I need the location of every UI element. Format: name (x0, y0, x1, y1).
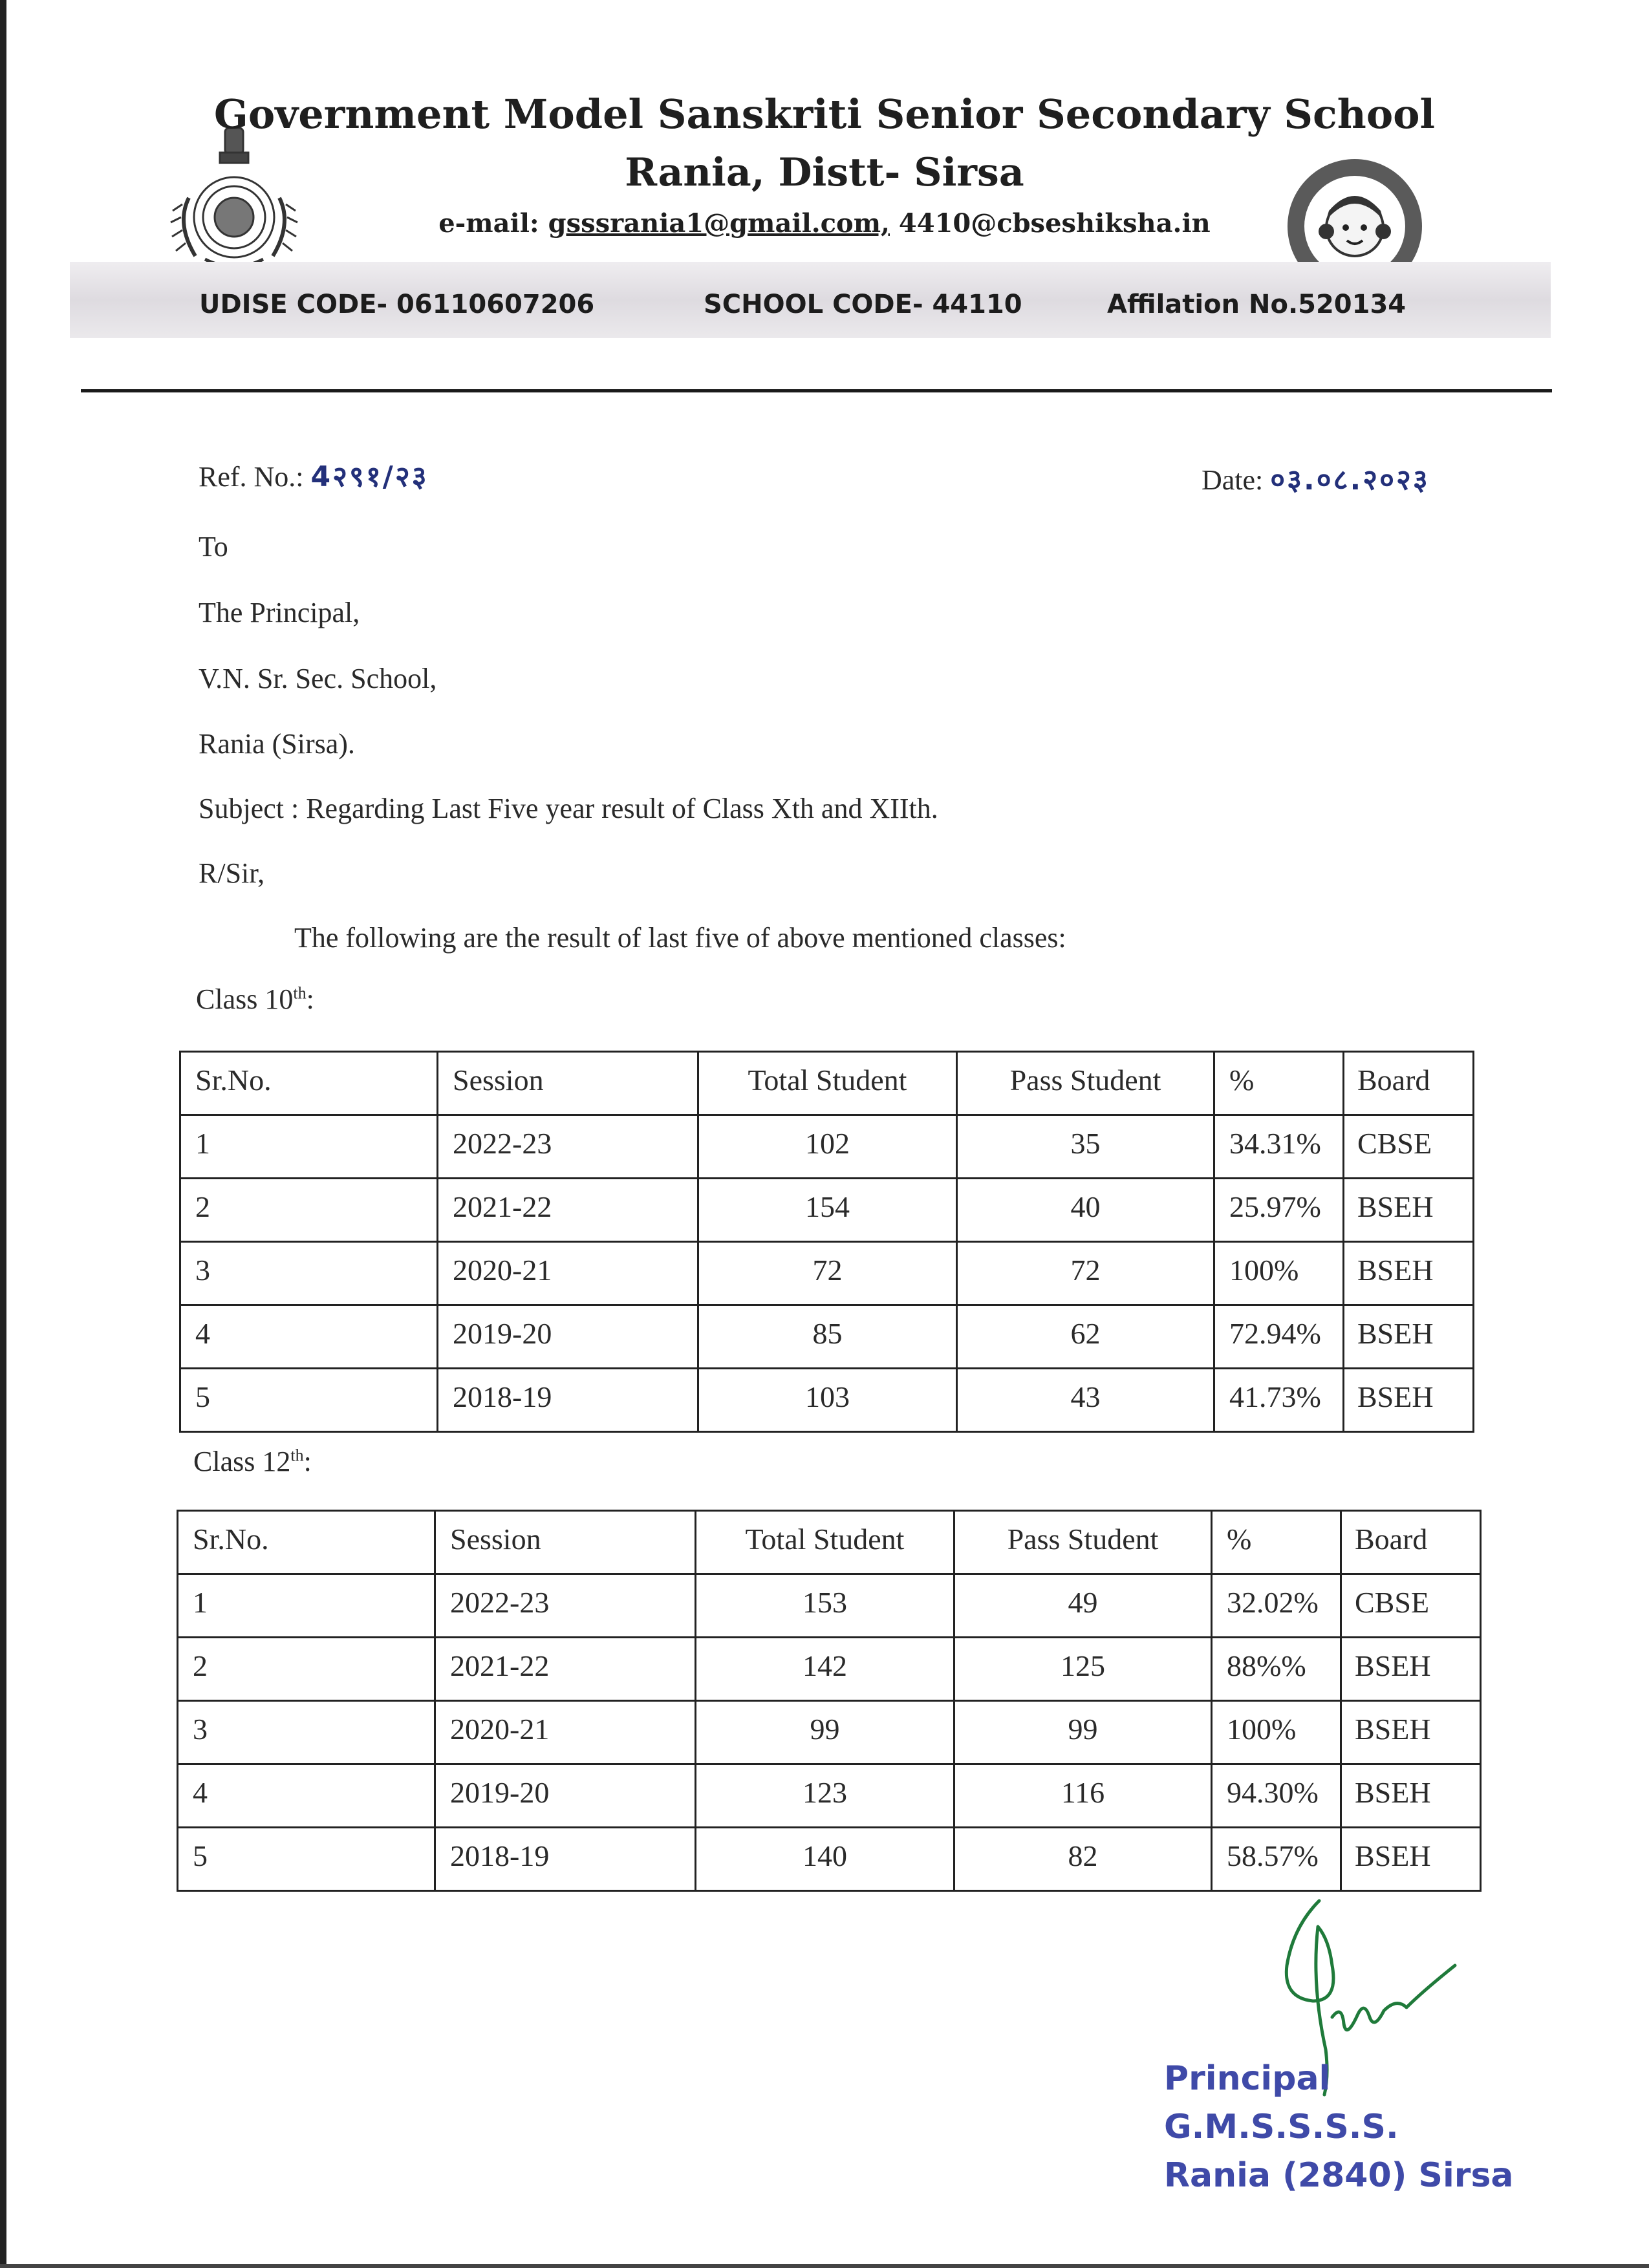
percent-cell: 34.31% (1214, 1115, 1344, 1179)
session-cell: 2021-22 (435, 1638, 696, 1701)
email-primary-link[interactable]: gsssrania1@gmail.com, (548, 208, 890, 239)
board-cell: CBSE (1341, 1574, 1481, 1638)
total-student-cell: 140 (696, 1828, 954, 1891)
school-name: Government Model Sanskriti Senior Secondary School (213, 91, 1436, 138)
total-student-cell: 99 (696, 1701, 954, 1764)
sr-no-cell: 5 (180, 1369, 438, 1432)
email-label: e-mail: (438, 208, 539, 239)
percent-cell: 72.94% (1214, 1305, 1344, 1369)
salutation: R/Sir, (199, 857, 265, 889)
header-divider (81, 389, 1552, 392)
class10-title (196, 983, 314, 1016)
percent-cell: 100% (1214, 1242, 1344, 1305)
board-cell: BSEH (1341, 1701, 1481, 1764)
ref-number: 4२९१/२३ (310, 460, 429, 493)
sr-no-cell: 4 (180, 1305, 438, 1369)
percent-cell: 41.73% (1214, 1369, 1344, 1432)
session-cell: 2019-20 (438, 1305, 698, 1369)
header-cell: % (1212, 1511, 1341, 1574)
udise-code: UDISE CODE- 06110607206 (199, 290, 595, 319)
class12-title-sup: th (290, 1446, 304, 1465)
scan-edge-left (0, 0, 6, 2268)
header-cell: Total Student (696, 1511, 954, 1574)
table-row (178, 1701, 1481, 1764)
school-place: Rania, Distt- Sirsa (625, 150, 1024, 195)
date-value: ०३.०८.२०२३ (1270, 464, 1430, 497)
pass-student-cell: 62 (957, 1305, 1214, 1369)
addressee-place: Rania (Sirsa). (199, 728, 355, 760)
session-cell: 2018-19 (435, 1828, 696, 1891)
header-cell: Sr.No. (180, 1052, 438, 1115)
class10-title-sup: th (293, 983, 307, 1003)
class10-result-table (179, 1051, 1474, 1433)
ref-label: Ref. No.: (199, 461, 304, 493)
sr-no-cell: 5 (178, 1828, 435, 1891)
affiliation-number: Affilation No.520134 (1107, 290, 1406, 319)
board-cell: BSEH (1344, 1305, 1474, 1369)
class12-title-main: Class 12 (193, 1446, 291, 1477)
addressee-school: V.N. Sr. Sec. School, (199, 663, 437, 694)
board-cell: BSEH (1344, 1369, 1474, 1432)
table-row (180, 1115, 1474, 1179)
board-cell: BSEH (1341, 1638, 1481, 1701)
table-row (180, 1242, 1474, 1305)
sr-no-cell: 2 (180, 1179, 438, 1242)
header-cell: Sr.No. (178, 1511, 435, 1574)
scan-edge-bottom (0, 2264, 1649, 2268)
table-row (180, 1369, 1474, 1432)
table-header-row (178, 1511, 1481, 1574)
pass-student-cell: 43 (957, 1369, 1214, 1432)
sr-no-cell: 2 (178, 1638, 435, 1701)
percent-cell: 100% (1212, 1701, 1341, 1764)
stamp-place: Rania (2840) Sirsa (1164, 2156, 1514, 2195)
sr-no-cell: 3 (180, 1242, 438, 1305)
session-cell: 2022-23 (438, 1115, 698, 1179)
session-cell: 2019-20 (435, 1764, 696, 1828)
board-cell: BSEH (1341, 1828, 1481, 1891)
date-label: Date: (1202, 464, 1264, 496)
sr-no-cell: 1 (178, 1574, 435, 1638)
table-row (178, 1574, 1481, 1638)
table-row (178, 1764, 1481, 1828)
board-cell: BSEH (1341, 1764, 1481, 1828)
total-student-cell: 103 (698, 1369, 957, 1432)
board-cell: BSEH (1344, 1242, 1474, 1305)
board-cell: BSEH (1344, 1179, 1474, 1242)
haryana-emblem-icon (169, 127, 299, 275)
email-secondary: 4410@cbseshiksha.in (898, 208, 1211, 239)
sr-no-cell: 4 (178, 1764, 435, 1828)
table-row (180, 1179, 1474, 1242)
header-cell: Pass Student (954, 1511, 1212, 1574)
pass-student-cell: 49 (954, 1574, 1212, 1638)
class10-title-suffix: : (306, 983, 314, 1015)
to-line: To (199, 531, 228, 562)
date-line (1202, 459, 1430, 498)
table-row (180, 1305, 1474, 1369)
table-row (178, 1828, 1481, 1891)
class12-title-suffix: : (303, 1446, 312, 1477)
percent-cell: 58.57% (1212, 1828, 1341, 1891)
pass-student-cell: 125 (954, 1638, 1212, 1701)
session-cell: 2020-21 (435, 1701, 696, 1764)
total-student-cell: 142 (696, 1638, 954, 1701)
total-student-cell: 102 (698, 1115, 957, 1179)
total-student-cell: 85 (698, 1305, 957, 1369)
stamp-designation: Principal (1164, 2059, 1331, 2098)
session-cell: 2018-19 (438, 1369, 698, 1432)
class12-result-table (177, 1510, 1482, 1892)
total-student-cell: 72 (698, 1242, 957, 1305)
total-student-cell: 123 (696, 1764, 954, 1828)
session-cell: 2022-23 (435, 1574, 696, 1638)
ref-line (199, 456, 429, 495)
board-cell: CBSE (1344, 1115, 1474, 1179)
body-text: The following are the result of last five of above mentioned classes: (294, 922, 1066, 954)
pass-student-cell: 82 (954, 1828, 1212, 1891)
header-cell: Board (1341, 1511, 1481, 1574)
pass-student-cell: 40 (957, 1179, 1214, 1242)
addressee-title: The Principal, (199, 597, 360, 628)
header-cell: Pass Student (957, 1052, 1214, 1115)
total-student-cell: 153 (696, 1574, 954, 1638)
pass-student-cell: 35 (957, 1115, 1214, 1179)
sr-no-cell: 1 (180, 1115, 438, 1179)
class12-title (193, 1445, 312, 1478)
header-cell: Total Student (698, 1052, 957, 1115)
percent-cell: 94.30% (1212, 1764, 1341, 1828)
subject-line: Subject : Regarding Last Five year result of Class Xth and XIIth. (199, 793, 938, 824)
header-cell: Session (435, 1511, 696, 1574)
table-header-row (180, 1052, 1474, 1115)
header-cell: Session (438, 1052, 698, 1115)
class10-title-main: Class 10 (196, 983, 294, 1015)
percent-cell: 88%% (1212, 1638, 1341, 1701)
session-cell: 2020-21 (438, 1242, 698, 1305)
session-cell: 2021-22 (438, 1179, 698, 1242)
pass-student-cell: 116 (954, 1764, 1212, 1828)
percent-cell: 32.02% (1212, 1574, 1341, 1638)
school-code: SCHOOL CODE- 44110 (704, 290, 1022, 319)
stamp-school-abbr: G.M.S.S.S.S. (1164, 2108, 1399, 2146)
percent-cell: 25.97% (1214, 1179, 1344, 1242)
pass-student-cell: 99 (954, 1701, 1212, 1764)
header-cell: Board (1344, 1052, 1474, 1115)
table-row (178, 1638, 1481, 1701)
header-cell: % (1214, 1052, 1344, 1115)
sr-no-cell: 3 (178, 1701, 435, 1764)
pass-student-cell: 72 (957, 1242, 1214, 1305)
total-student-cell: 154 (698, 1179, 957, 1242)
